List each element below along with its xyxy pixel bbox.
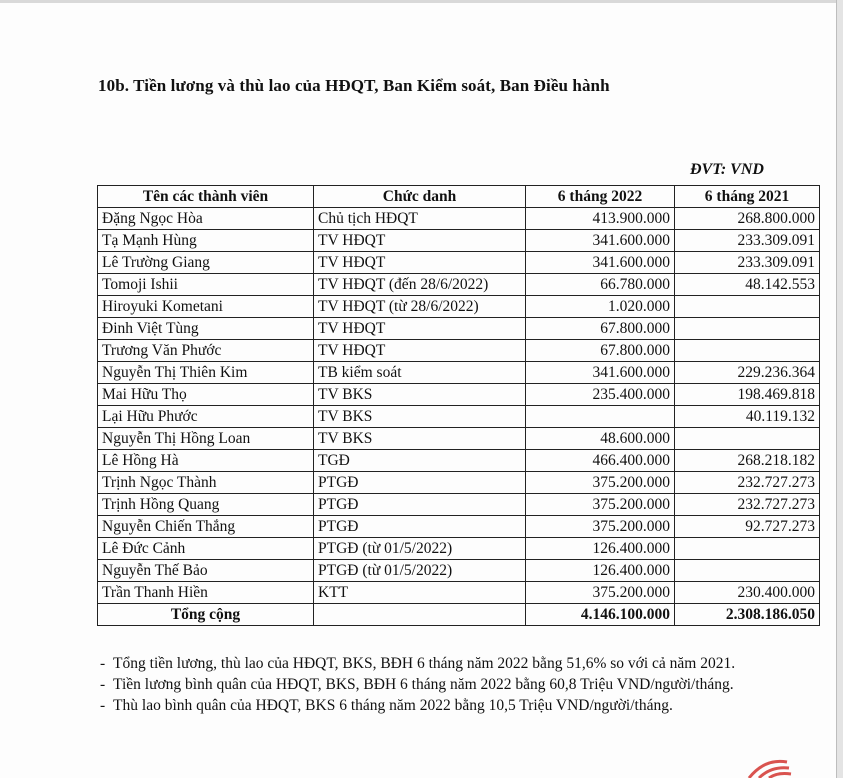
amount-2021-cell (675, 296, 820, 318)
position-cell: KTT (314, 582, 526, 604)
header-6m-2021: 6 tháng 2021 (675, 186, 820, 208)
total-2021: 2.308.186.050 (675, 604, 820, 626)
member-name-cell: Lại Hữu Phước (98, 406, 314, 428)
member-name-cell: Hiroyuki Kometani (98, 296, 314, 318)
amount-2022-cell: 341.600.000 (526, 252, 675, 274)
total-label: Tổng cộng (98, 604, 314, 626)
table-row (98, 428, 820, 450)
amount-2021-cell (675, 428, 820, 450)
position-cell: PTGĐ (từ 01/5/2022) (314, 538, 526, 560)
header-position: Chức danh (314, 186, 526, 208)
amount-2022-cell: 375.200.000 (526, 582, 675, 604)
notes-list (100, 653, 735, 716)
table-row (98, 362, 820, 384)
member-name-cell: Lê Hồng Hà (98, 450, 314, 472)
position-cell: TV BKS (314, 406, 526, 428)
amount-2022-cell: 341.600.000 (526, 362, 675, 384)
table-row (98, 450, 820, 472)
logo-stroke (769, 774, 791, 778)
table-row (98, 560, 820, 582)
member-name-cell: Lê Đức Cảnh (98, 538, 314, 560)
amount-2022-cell: 375.200.000 (526, 516, 675, 538)
amount-2022-cell: 466.400.000 (526, 450, 675, 472)
amount-2021-cell: 230.400.000 (675, 582, 820, 604)
table-row (98, 208, 820, 230)
table-row (98, 340, 820, 362)
table-row (98, 318, 820, 340)
amount-2022-cell: 375.200.000 (526, 472, 675, 494)
position-cell: TV HĐQT (314, 340, 526, 362)
table-row (98, 494, 820, 516)
table-row (98, 516, 820, 538)
amount-2021-cell: 198.469.818 (675, 384, 820, 406)
amount-2021-cell: 232.727.273 (675, 472, 820, 494)
member-name-cell: Đinh Việt Tùng (98, 318, 314, 340)
amount-2022-cell: 48.600.000 (526, 428, 675, 450)
amount-2022-cell: 341.600.000 (526, 230, 675, 252)
page-top-edge (0, 0, 843, 3)
header-member-name: Tên các thành viên (98, 186, 314, 208)
member-name-cell: Tạ Mạnh Hùng (98, 230, 314, 252)
amount-2022-cell: 375.200.000 (526, 494, 675, 516)
table-row (98, 230, 820, 252)
member-name-cell: Nguyễn Chiến Thắng (98, 516, 314, 538)
note-item: - Thù lao bình quân của HĐQT, BKS 6 tháng năm 2022 bằng 10,5 Triệu VND/người/tháng. (100, 695, 735, 716)
member-name-cell: Mai Hữu Thọ (98, 384, 314, 406)
amount-2021-cell: 92.727.273 (675, 516, 820, 538)
table-total-row (98, 604, 820, 626)
amount-2021-cell: 268.218.182 (675, 450, 820, 472)
position-cell: TV HĐQT (314, 318, 526, 340)
position-cell: TGĐ (314, 450, 526, 472)
amount-2021-cell: 233.309.091 (675, 230, 820, 252)
member-name-cell: Trương Văn Phước (98, 340, 314, 362)
amount-2021-cell (675, 318, 820, 340)
table-body (98, 208, 820, 604)
member-name-cell: Trịnh Ngọc Thành (98, 472, 314, 494)
amount-2021-cell: 233.309.091 (675, 252, 820, 274)
total-2022: 4.146.100.000 (526, 604, 675, 626)
member-name-cell: Nguyễn Thị Hồng Loan (98, 428, 314, 450)
table-row (98, 274, 820, 296)
amount-2021-cell: 232.727.273 (675, 494, 820, 516)
member-name-cell: Đặng Ngọc Hòa (98, 208, 314, 230)
amount-2022-cell: 67.800.000 (526, 340, 675, 362)
table-row (98, 296, 820, 318)
table-row (98, 582, 820, 604)
amount-2022-cell: 126.400.000 (526, 560, 675, 582)
position-cell: TV HĐQT (đến 28/6/2022) (314, 274, 526, 296)
table-row (98, 406, 820, 428)
member-name-cell: Nguyễn Thị Thiên Kim (98, 362, 314, 384)
amount-2021-cell (675, 340, 820, 362)
amount-2022-cell: 235.400.000 (526, 384, 675, 406)
amount-2022-cell: 67.800.000 (526, 318, 675, 340)
position-cell: Chủ tịch HĐQT (314, 208, 526, 230)
table-row (98, 252, 820, 274)
position-cell: TV BKS (314, 384, 526, 406)
amount-2022-cell: 126.400.000 (526, 538, 675, 560)
member-name-cell: Trịnh Hồng Quang (98, 494, 314, 516)
compensation-table (97, 185, 820, 626)
position-cell: TV HĐQT (314, 252, 526, 274)
table-row (98, 538, 820, 560)
position-cell: PTGĐ (314, 472, 526, 494)
member-name-cell: Nguyễn Thế Bảo (98, 560, 314, 582)
amount-2022-cell: 413.900.000 (526, 208, 675, 230)
table-row (98, 472, 820, 494)
position-cell: TV BKS (314, 428, 526, 450)
total-empty-cell (314, 604, 526, 626)
amount-2021-cell: 40.119.132 (675, 406, 820, 428)
position-cell: PTGĐ (314, 516, 526, 538)
note-item: - Tiền lương bình quân của HĐQT, BKS, BĐH 6 tháng năm 2022 bằng 60,8 Triệu VND/người/tháng. (100, 674, 735, 695)
note-item: - Tổng tiền lương, thù lao của HĐQT, BKS, BĐH 6 tháng năm 2022 bằng 51,6% so với cả năm 2021. (100, 653, 735, 674)
company-logo-icon (745, 756, 805, 778)
position-cell: TV HĐQT (từ 28/6/2022) (314, 296, 526, 318)
amount-2021-cell: 48.142.553 (675, 274, 820, 296)
amount-2021-cell: 229.236.364 (675, 362, 820, 384)
amount-2022-cell: 1.020.000 (526, 296, 675, 318)
position-cell: PTGĐ (từ 01/5/2022) (314, 560, 526, 582)
amount-2021-cell: 268.800.000 (675, 208, 820, 230)
member-name-cell: Lê Trường Giang (98, 252, 314, 274)
position-cell: TB kiểm soát (314, 362, 526, 384)
header-6m-2022: 6 tháng 2022 (526, 186, 675, 208)
amount-2021-cell (675, 560, 820, 582)
table-row (98, 384, 820, 406)
member-name-cell: Trần Thanh Hiền (98, 582, 314, 604)
position-cell: TV HĐQT (314, 230, 526, 252)
page-right-edge (837, 0, 843, 778)
amount-2022-cell: 66.780.000 (526, 274, 675, 296)
position-cell: PTGĐ (314, 494, 526, 516)
section-title: 10b. Tiền lương và thù lao của HĐQT, Ban Kiểm soát, Ban Điều hành (98, 76, 610, 95)
amount-2021-cell (675, 538, 820, 560)
unit-label: ĐVT: VND (690, 161, 764, 178)
amount-2022-cell (526, 406, 675, 428)
table-header-row (98, 186, 820, 208)
member-name-cell: Tomoji Ishii (98, 274, 314, 296)
logo-stroke (749, 761, 787, 778)
